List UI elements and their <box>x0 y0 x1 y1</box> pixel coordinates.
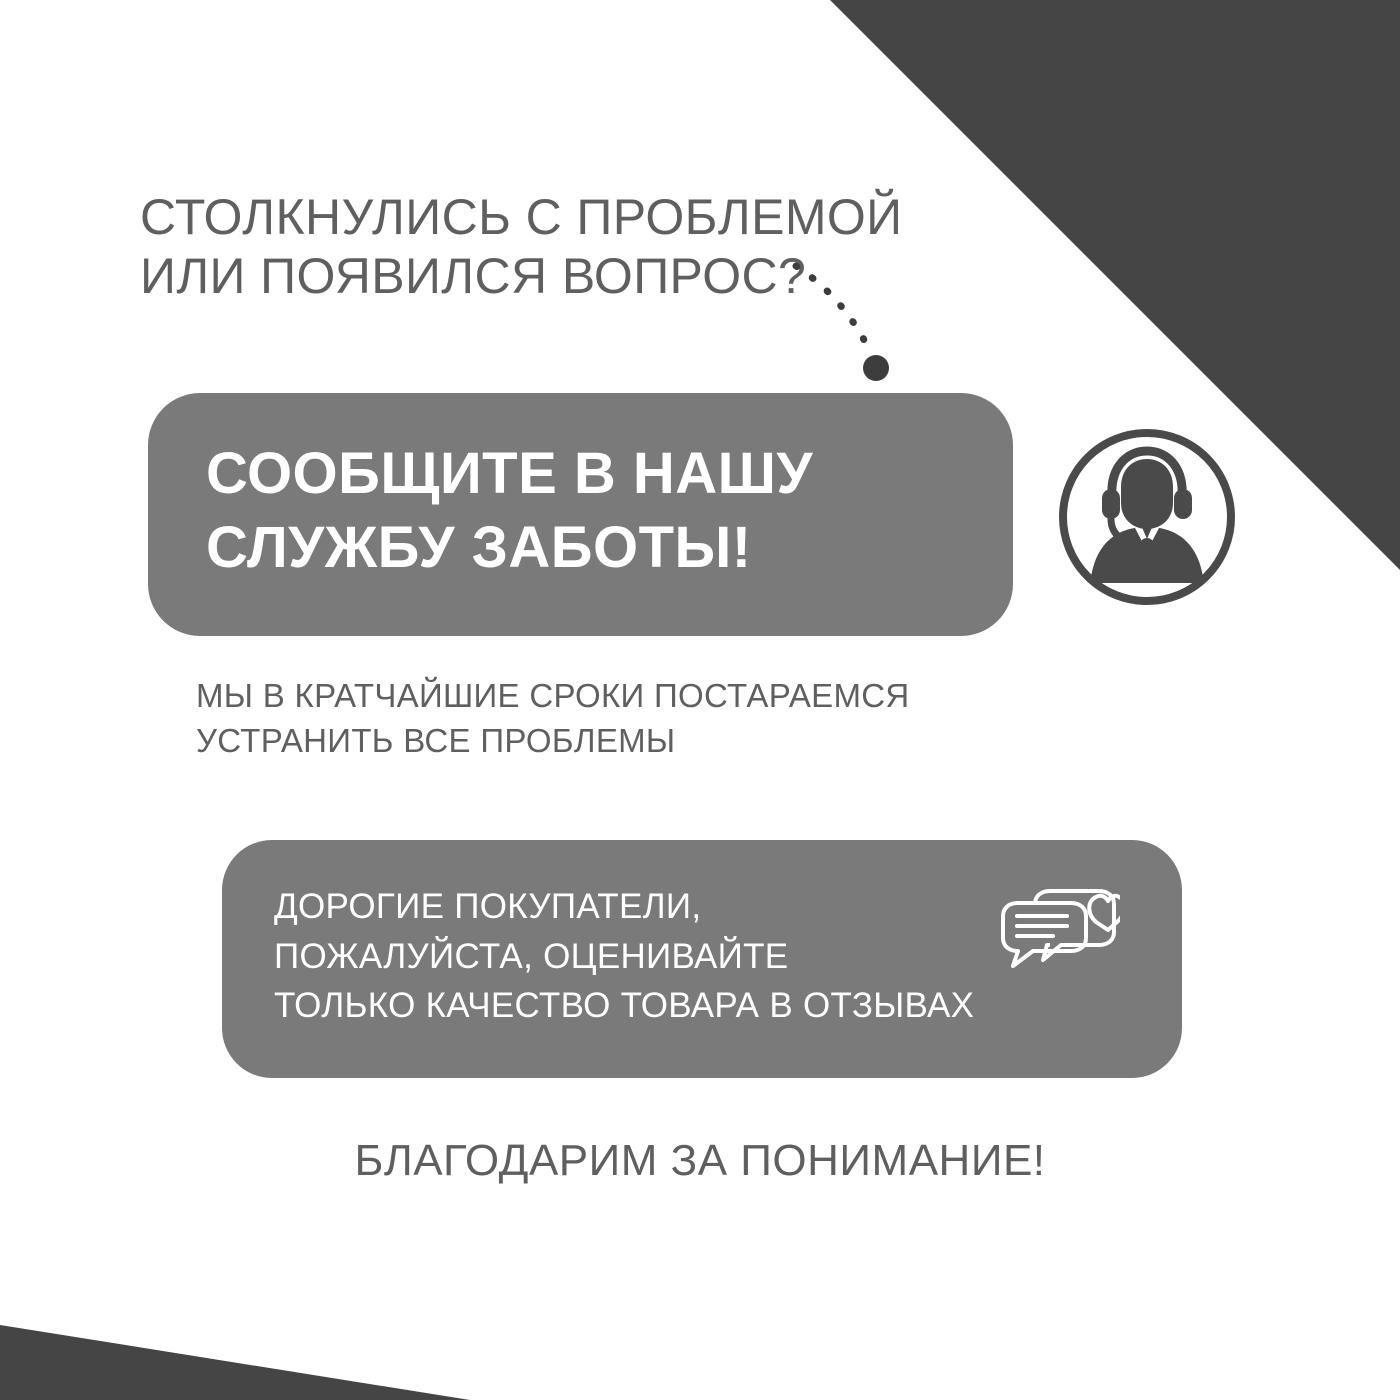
review-pill <box>222 840 1182 1078</box>
cta-pill <box>148 393 1013 636</box>
support-agent-icon <box>1057 427 1237 607</box>
subtext-line-1: МЫ В КРАТЧАЙШИЕ СРОКИ ПОСТАРАЕМСЯ <box>196 677 910 714</box>
dotted-arrow-icon <box>790 258 910 388</box>
cta-pill-text <box>206 437 1013 585</box>
review-heart-icon <box>995 882 1120 972</box>
cta-line-2: СЛУЖБУ ЗАБОТЫ! <box>206 515 752 581</box>
subtext <box>196 674 1096 763</box>
headline-line-1: СТОЛКНУЛИСЬ С ПРОБЛЕМОЙ <box>140 189 903 245</box>
review-line-2: ПОЖАЛУЙСТА, ОЦЕНИВАЙТЕ <box>274 936 789 976</box>
footer-thanks: БЛАГОДАРИМ ЗА ПОНИМАНИЕ! <box>354 1136 1046 1185</box>
review-line-1: ДОРОГИЕ ПОКУПАТЕЛИ, <box>274 887 702 926</box>
subtext-line-2: УСТРАНИТЬ ВСЕ ПРОБЛЕМЫ <box>196 721 676 759</box>
headline-line-2: ИЛИ ПОЯВИЛСЯ ВОПРОС? <box>140 248 807 304</box>
review-line-3: ТОЛЬКО КАЧЕСТВО ТОВАРА В ОТЗЫВАХ <box>274 986 975 1026</box>
corner-triangle-bottom-left <box>0 1275 470 1400</box>
cta-line-1: СООБЩИТЕ В НАШУ <box>206 441 814 506</box>
